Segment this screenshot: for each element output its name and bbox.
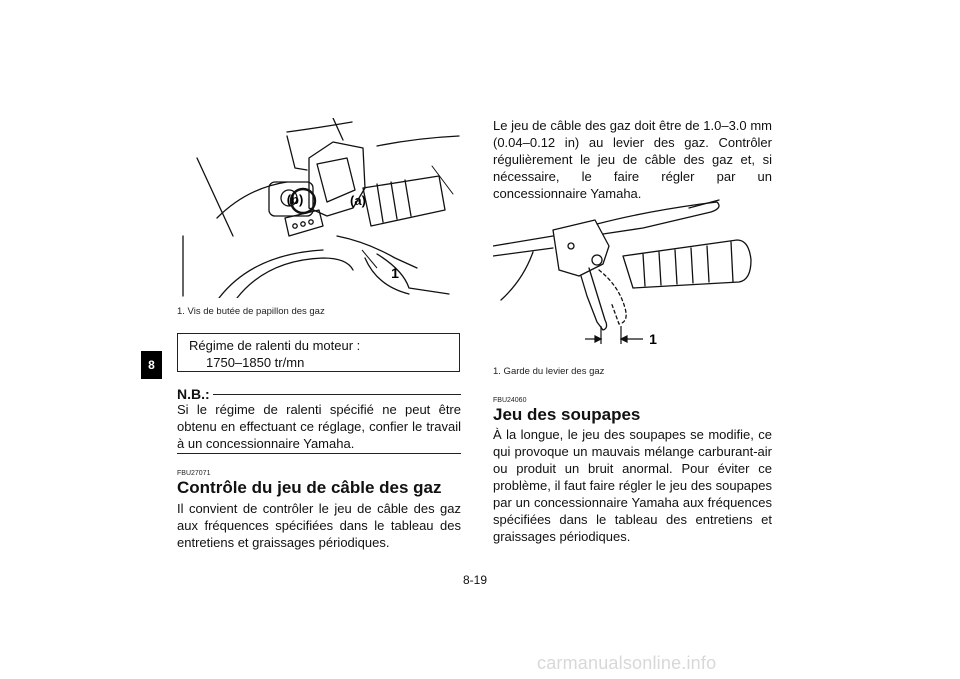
note-title: N.B.: xyxy=(177,386,210,402)
spec-value: 1750–1850 tr/mn xyxy=(206,355,305,370)
section-code-right: FBU24060 xyxy=(493,397,527,404)
watermark: carmanualsonline.info xyxy=(537,653,717,673)
right-figure-caption: 1. Garde du levier des gaz xyxy=(493,366,605,377)
spec-label: Régime de ralenti du moteur : xyxy=(189,338,361,353)
throttle-lever-free-play-illustration xyxy=(493,190,773,355)
idle-speed-spec-box xyxy=(177,333,460,372)
section-text-right: À la longue, le jeu des soupapes se modifie, ce qui provoque un mauvais mélange carburant-air ou produit un bruit anormal. Pour éviter ce problème, il faut faire régler le jeu des soupapes par un concessionnaire Yamaha aux fréquences spécifiées dans le tableau des entretiens et graissages périodiques. xyxy=(493,427,772,544)
left-figure-caption: 1. Vis de butée de papillon des gaz xyxy=(177,306,325,317)
callout-number-1: 1 xyxy=(391,265,399,281)
section-text-left: Il convient de contrôler le jeu de câble des gaz aux fréquences spécifiées dans le tableau des entretiens et graissages périodiques. xyxy=(177,501,461,550)
label-a: (a) xyxy=(350,193,366,208)
label-b: (b) xyxy=(286,192,304,207)
chapter-tab xyxy=(141,351,162,379)
section-code-left: FBU27071 xyxy=(177,470,211,477)
throttle-stop-screw-illustration xyxy=(177,118,462,298)
note-bottom-rule xyxy=(177,453,461,454)
section-heading-left: Contrôle du jeu de câble des gaz xyxy=(177,478,442,497)
callout-number-1-right: 1 xyxy=(649,331,657,347)
note-text: Si le régime de ralenti spécifié ne peut être obtenu en effectuant ce réglage, confier le travail à un concessionnaire Yamaha. xyxy=(177,402,461,451)
cable-play-intro: Le jeu de câble des gaz doit être de 1.0–3.0 mm (0.04–0.12 in) au levier des gaz. Contrôler régulièrement le jeu de câble des gaz et, si nécessaire, le faire régler par un concessionnaire Yamaha. xyxy=(493,118,772,201)
callout-line-1 xyxy=(362,250,377,268)
note-top-rule xyxy=(213,394,461,395)
chapter-number: 8 xyxy=(148,358,155,372)
section-heading-right: Jeu des soupapes xyxy=(493,405,641,424)
free-play-dimension xyxy=(585,326,643,344)
page-number: 8-19 xyxy=(463,573,488,587)
